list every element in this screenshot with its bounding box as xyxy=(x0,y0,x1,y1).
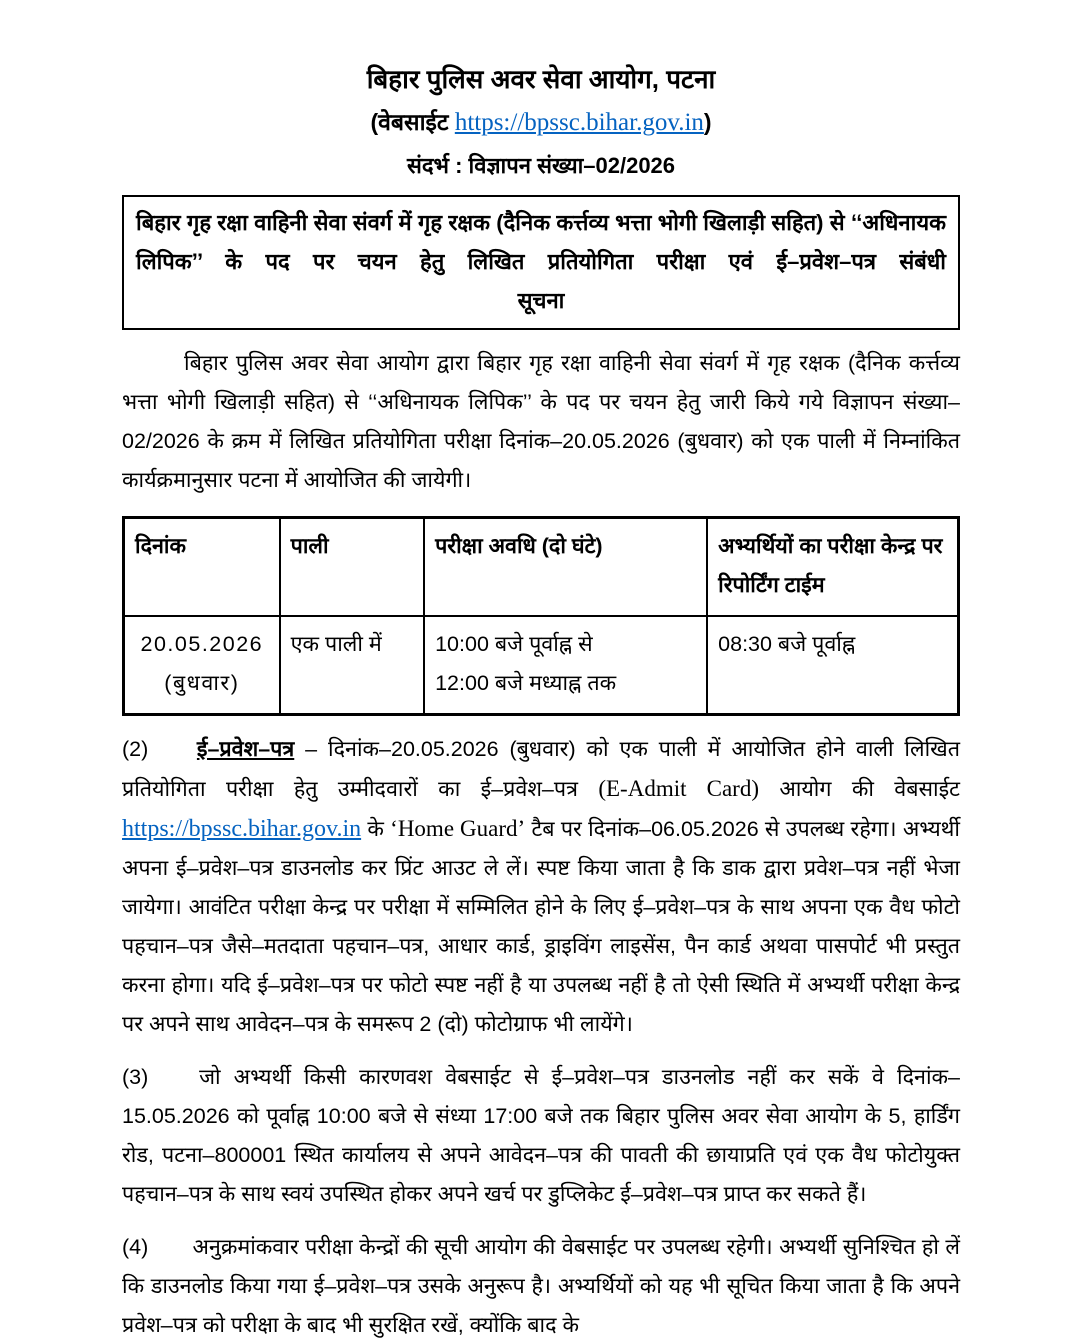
duration-to: 12:00 बजे मध्याह्न तक xyxy=(435,671,617,695)
home-guard-tab-label: ‘Home Guard’ xyxy=(390,816,526,841)
notice-box-text: बिहार गृह रक्षा वाहिनी सेवा संवर्ग में गृह रक्षक (दैनिक कर्त्तव्य भत्ता भोगी खिलाड़ी सहित) से ‘‘अधिनायक लिपिक’’ के पद पर चयन हेतु लिखित प्रतियोगिता परीक्षा एवं ई–प्रवेश–पत्र संबंधी xyxy=(136,210,946,274)
exam-day: (बुधवार) xyxy=(164,671,240,695)
e-admit-card-label: (E-Admit Card) xyxy=(598,776,759,801)
page-title: बिहार पुलिस अवर सेवा आयोग, पटना xyxy=(366,64,716,94)
para-4-centre-list xyxy=(122,1228,960,1344)
para-2-heading: ई–प्रवेश–पत्र xyxy=(196,737,295,761)
exam-date: 20.05.2026 xyxy=(140,632,264,656)
intro-paragraph: बिहार पुलिस अवर सेवा आयोग द्वारा बिहार गृह रक्षा वाहिनी सेवा संवर्ग में गृह रक्षक (दैनिक कर्त्तव्य भत्ता भोगी खिलाड़ी सहित) से ‘‘अधिनायक लिपिक’’ के पद पर चयन हेतु जारी किये गये विज्ञापन संख्या–02/2026 के क्रम में लिखित प्रतियोगिता परीक्षा दिनांक–20.05.2026 (बुधवार) को एक पाली में निम्नांकित कार्यक्रमानुसार पटना में आयोजित की जायेगी। xyxy=(122,351,960,492)
reference-line: संदर्भ : विज्ञापन संख्या–02/2026 xyxy=(406,153,676,178)
duration-from: 10:00 बजे पूर्वाह्न से xyxy=(435,632,593,656)
header-reporting-time: अभ्यर्थियों का परीक्षा केन्द्र पर रिपोर्टिंग टाईम xyxy=(707,518,958,617)
website-close-paren: ) xyxy=(703,109,712,135)
bpssc-inline-link[interactable]: https://bpssc.bihar.gov.in xyxy=(122,816,362,842)
cell-reporting-time: 08:30 बजे पूर्वाह्न xyxy=(707,616,958,715)
notice-box xyxy=(122,195,960,330)
para-4-number: (4) xyxy=(122,1235,149,1259)
table-row xyxy=(124,616,959,715)
para-4-text: अनुक्रमांकवार परीक्षा केन्द्रों की सूची आयोग की वेबसाईट पर उपलब्ध रहेगी। अभ्यर्थी सुनिश्चित हो लें कि डाउनलोड किया गया ई–प्रवेश–पत्र उसके अनुरूप है। अभ्यर्थियों को यह भी सूचित किया जाता है कि अपने प्रवेश–पत्र को परीक्षा के बाद भी सुरक्षित रखें, क्योंकि बाद के xyxy=(122,1235,960,1337)
para-2-admit-card xyxy=(122,730,960,1044)
header-duration: परीक्षा अवधि (दो घंटे) xyxy=(424,518,707,617)
para-2-seg1: – दिनांक–20.05.2026 (बुधवार) को एक पाली में आयोजित होने वाली लिखित प्रतियोगिता परीक्षा हेतु उम्मीदवारों का ई–प्रवेश–पत्र xyxy=(122,737,960,801)
para-2-number: (2) xyxy=(122,737,149,761)
website-line xyxy=(122,106,960,139)
para-2-seg4: टैब पर दिनांक–06.05.2026 से उपलब्ध रहेगा। अभ्यर्थी अपना ई–प्रवेश–पत्र डाउनलोड कर प्रिंट आउट ले लें। स्पष्ट किया जाता है कि डाक द्वारा प्रवेश–पत्र नहीं भेजा जायेगा। आवंटित परीक्षा केन्द्र पर परीक्षा में सम्मिलित होने के लिए ई–प्रवेश–पत्र के साथ अपना एक वैध फोटो पहचान–पत्र जैसे–मतदाता पहचान–पत्र, आधार कार्ड, ड्राइविंग लाइसेंस, पैन कार्ड अथवा पासपोर्ट भी प्रस्तुत करना होगा। यदि ई–प्रवेश–पत्र पर फोटो स्पष्ट नहीं है या उपलब्ध नहीं है तो ऐसी स्थिति में अभ्यर्थी परीक्षा केन्द्र पर अपने साथ आवेदन–पत्र के समरूप 2 (दो) फोटोग्राफ भी लायेंगे। xyxy=(122,817,960,1036)
para-3-number: (3) xyxy=(122,1065,149,1089)
para-2-seg3: के xyxy=(367,817,384,841)
exam-schedule-table xyxy=(122,516,960,716)
cell-shift: एक पाली में xyxy=(280,616,424,715)
header-shift: पाली xyxy=(280,518,424,617)
notice-box-lastline: सूचना xyxy=(517,288,565,313)
website-link[interactable]: https://bpssc.bihar.gov.in xyxy=(454,109,704,136)
cell-date xyxy=(124,616,280,715)
cell-duration xyxy=(424,616,707,715)
table-header-row xyxy=(124,518,959,617)
para-2-seg2: आयोग की वेबसाईट xyxy=(779,777,960,801)
website-label: (वेबसाईट xyxy=(370,109,449,135)
para-3-duplicate-admit-card xyxy=(122,1058,960,1214)
header-date: दिनांक xyxy=(124,518,280,617)
para-3-text: जो अभ्यर्थी किसी कारणवश वेबसाईट से ई–प्रवेश–पत्र डाउनलोड नहीं कर सकें वे दिनांक–15.05.2026 को पूर्वाह्न 10:00 बजे से संध्या 17:00 बजे तक बिहार पुलिस अवर सेवा आयोग के 5, हार्डिंग रोड, पटना–800001 स्थित कार्यालय से अपने आवेदन–पत्र की पावती की छायाप्रति एवं एक वैध फोटोयुक्त पहचान–पत्र के साथ स्वयं उपस्थित होकर अपने खर्च पर डुप्लिकेट ई–प्रवेश–पत्र प्राप्त कर सकते हैं। xyxy=(122,1065,960,1206)
